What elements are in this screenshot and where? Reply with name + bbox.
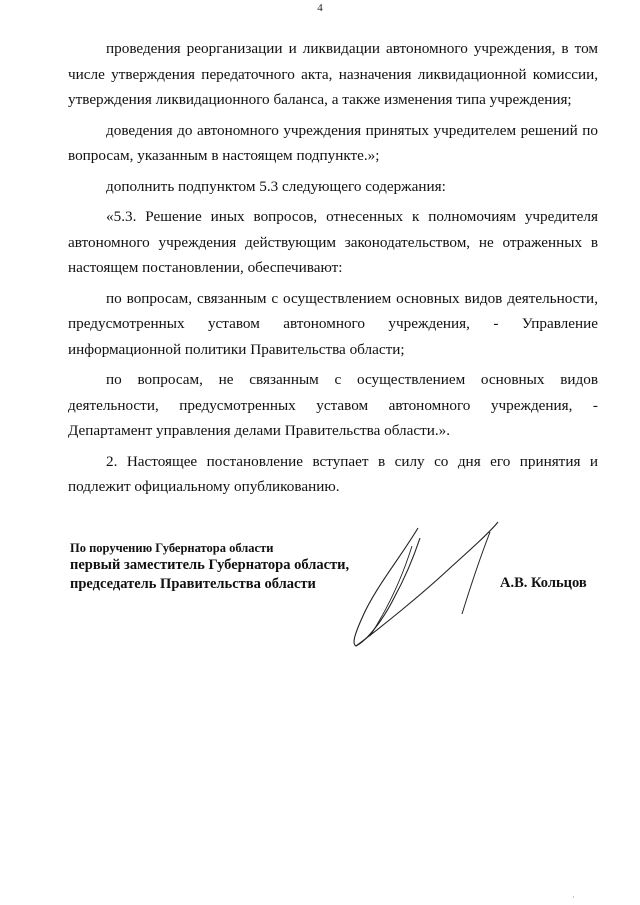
paragraph-5-3: «5.3. Решение иных вопросов, отнесенных к полномочиям учредителя автономного учреждения действующим законодательством, не отраженных в настоящем постановлении, обеспечивают: [68, 208, 598, 276]
paragraph-decisions: доведения до автономного учреждения принятых учредителем решений по вопросам, указанным в настоящем подпункте.»; [68, 121, 598, 164]
paragraph-main-activities: по вопросам, связанным с осуществлением основных видов деятельности, предусмотренных уставом автономного учреждения, - Управление информационной политики Правительства области; [68, 289, 598, 358]
paragraph-effective-date: 2. Настоящее постановление вступает в силу со дня его принятия и подлежит официальному опубликованию. [68, 452, 598, 495]
paragraph-add-subpoint: дополнить подпунктом 5.3 следующего содержания: [106, 177, 446, 195]
signatory-line-2: первый заместитель Губернатора области, [70, 557, 350, 573]
signatory-line-3: председатель Правительства области [70, 576, 316, 592]
handwritten-signature [340, 518, 510, 648]
signer-name: А.В. Кольцов [500, 575, 587, 591]
document-body [68, 36, 598, 505]
paragraph-reorganization: проведения реорганизации и ликвидации автономного учреждения, в том числе утверждения передаточного акта, назначения ликвидационной комиссии, утверждения ликвидационного баланса, а также изменения типа учреждения; [68, 40, 598, 108]
scan-mark: · [572, 893, 575, 902]
paragraph-other-activities: по вопросам, не связанным с осуществлением основных видов деятельности, предусмотренных уставом автономного учреждения, - Департамент управления делами Правительства области.». [68, 371, 598, 439]
signatory-line-1: По поручению Губернатора области [70, 541, 274, 555]
page-number: 4 [317, 2, 323, 14]
